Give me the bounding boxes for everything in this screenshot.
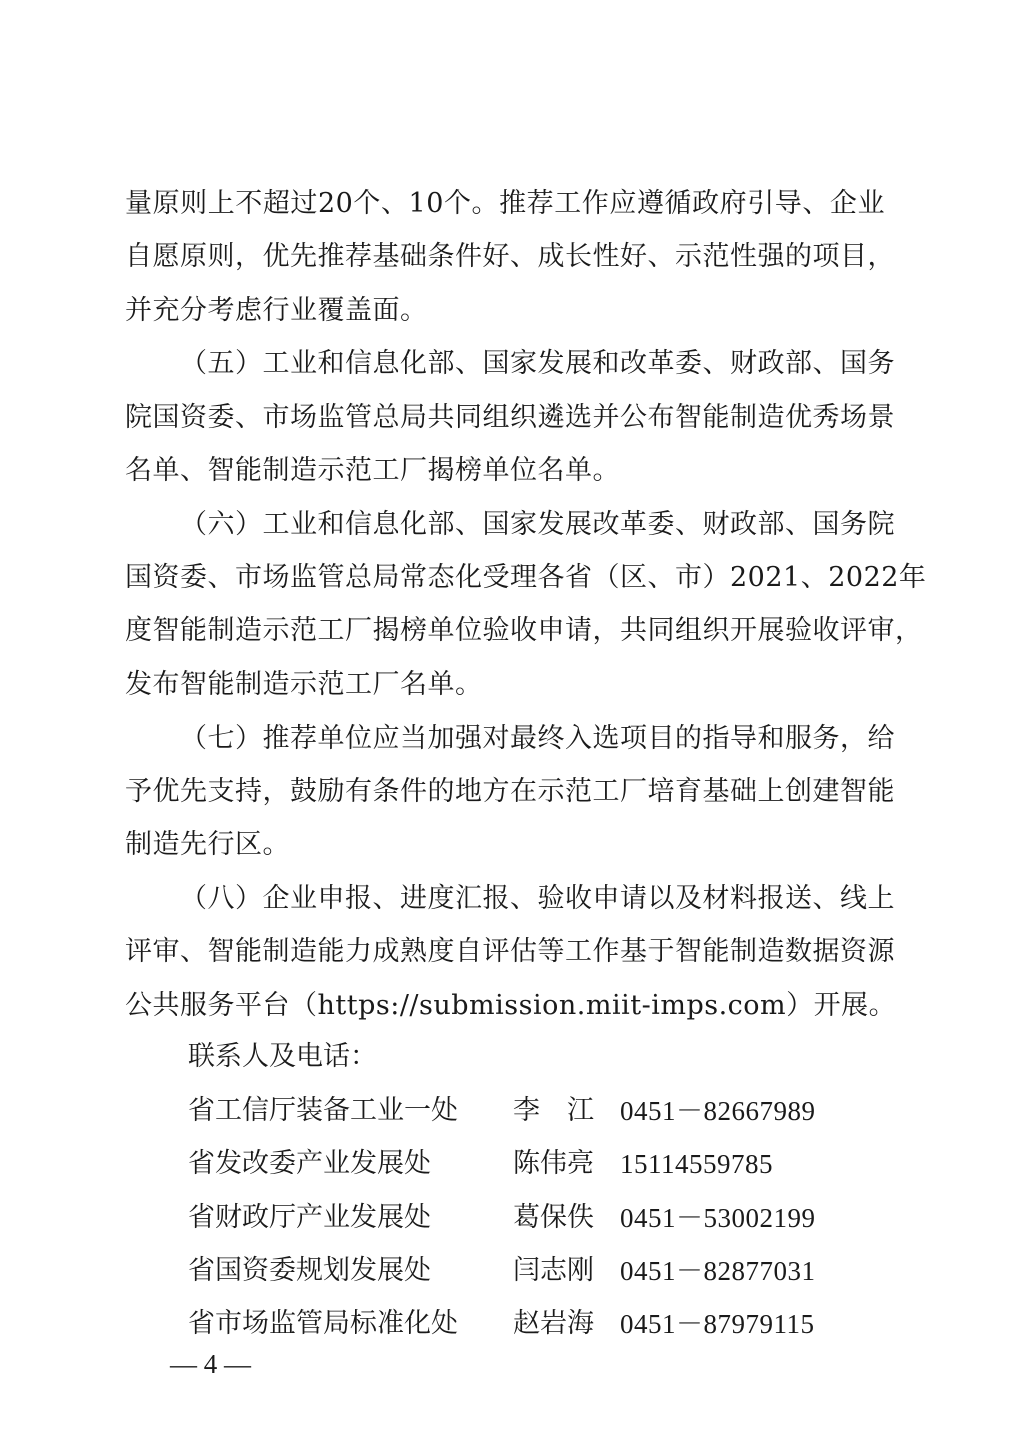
- contact-row: [188, 1254, 888, 1288]
- paragraph-line: （七）推荐单位应当加强对最终入选项目的指导和服务，给: [180, 723, 895, 754]
- paragraph-line: 院国资委、市场监管总局共同组织遴选并公布智能制造优秀场景: [125, 402, 895, 433]
- contacts-heading: 联系人及电话：: [188, 1041, 377, 1072]
- paragraph-line: 并充分考虑行业覆盖面。: [125, 295, 428, 326]
- contact-phone: 15114559785: [620, 1149, 773, 1179]
- contact-name: 葛保佚: [513, 1202, 594, 1233]
- contact-name: 陈伟亮: [513, 1148, 594, 1179]
- contact-department: 省市场监管局标准化处: [188, 1308, 458, 1339]
- contact-department: 省工信厅装备工业一处: [188, 1095, 458, 1126]
- paragraph-line: （五）工业和信息化部、国家发展和改革委、财政部、国务: [180, 348, 895, 379]
- paragraph-line: 制造先行区。: [125, 829, 290, 860]
- contact-row: [188, 1307, 888, 1341]
- contact-phone: 0451－82667989: [620, 1096, 816, 1126]
- contact-name: 赵岩海: [513, 1308, 594, 1339]
- paragraph-line: 公共服务平台（https://submission.miit-imps.com）开展。: [125, 990, 897, 1021]
- contact-row: [188, 1201, 888, 1235]
- paragraph-line: 自愿原则，优先推荐基础条件好、成长性好、示范性强的项目，: [125, 241, 895, 272]
- paragraph-line: 国资委、市场监管总局常态化受理各省（区、市）2021、2022年: [125, 562, 927, 593]
- contact-phone: 0451－53002199: [620, 1203, 816, 1233]
- contact-department: 省发改委产业发展处: [188, 1148, 431, 1179]
- paragraph-line: 予优先支持，鼓励有条件的地方在示范工厂培育基础上创建智能: [125, 776, 895, 807]
- contact-department: 省财政厅产业发展处: [188, 1202, 431, 1233]
- paragraph-line: 评审、智能制造能力成熟度自评估等工作基于智能制造数据资源: [125, 936, 895, 967]
- contact-phone: 0451－87979115: [620, 1309, 815, 1339]
- contact-name: 李 江: [513, 1095, 594, 1126]
- page-number: — 4 —: [170, 1349, 251, 1379]
- paragraph-line: （八）企业申报、进度汇报、验收申请以及材料报送、线上: [180, 883, 895, 914]
- contact-row: [188, 1147, 888, 1181]
- contact-phone: 0451－82877031: [620, 1256, 816, 1286]
- paragraph-line: 名单、智能制造示范工厂揭榜单位名单。: [125, 455, 620, 486]
- contact-row: [188, 1094, 888, 1128]
- paragraph-line: （六）工业和信息化部、国家发展改革委、财政部、国务院: [180, 509, 895, 540]
- paragraph-line: 发布智能制造示范工厂名单。: [125, 669, 483, 700]
- contact-department: 省国资委规划发展处: [188, 1255, 431, 1286]
- contact-name: 闫志刚: [513, 1255, 594, 1286]
- paragraph-line: 量原则上不超过20个、10个。推荐工作应遵循政府引导、企业: [125, 188, 885, 219]
- paragraph-line: 度智能制造示范工厂揭榜单位验收申请，共同组织开展验收评审，: [125, 615, 923, 646]
